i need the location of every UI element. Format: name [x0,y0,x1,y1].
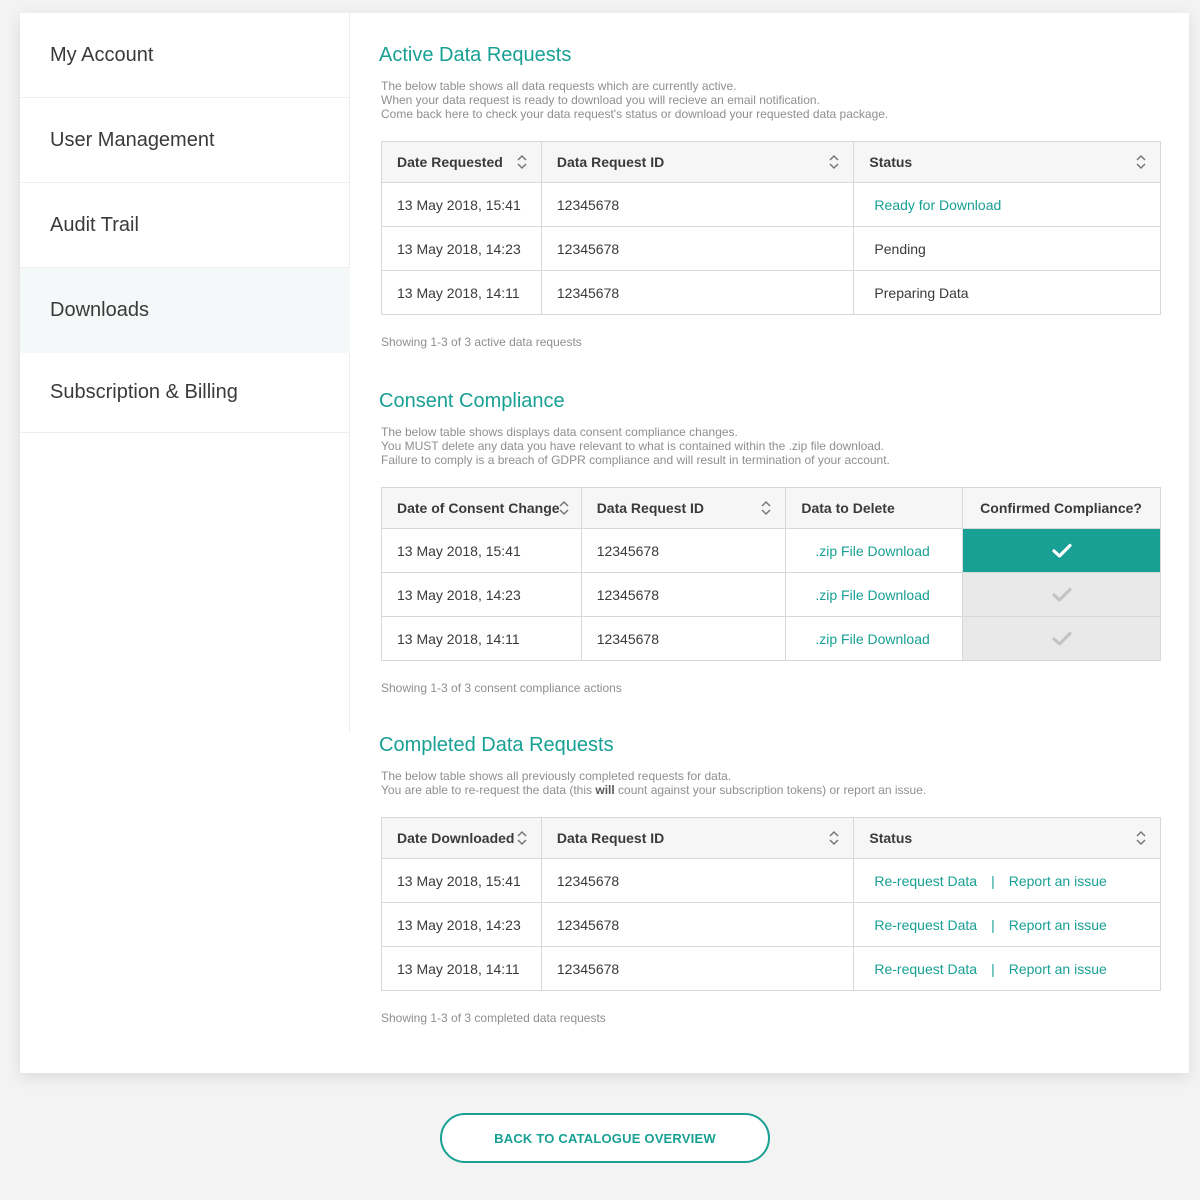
download-cell [786,573,963,617]
zip-download-link[interactable]: .zip File Download [815,586,930,603]
column-header-label: Status [869,830,913,846]
description-line: The below table shows all previously completed requests for data. [381,769,732,783]
description-text: You are able to re-request the data (this [381,783,596,797]
sidebar-item-label: Audit Trail [50,213,139,236]
check-icon [1052,631,1072,647]
column-header-data-request-id[interactable] [541,818,853,859]
sort-icon[interactable] [559,500,569,516]
column-header-label: Date of Consent Change [397,500,560,516]
ready-for-download-link[interactable]: Ready for Download [874,196,1002,213]
description-line: Come back here to check your data request's status or download your requested data package. [381,107,889,121]
description-emphasis: will [595,783,615,797]
sidebar-item-user-management[interactable] [20,98,350,183]
link-separator: | [991,872,995,889]
request-id-cell: 12345678 [541,947,853,991]
sidebar-item-label: Downloads [50,299,149,321]
description-text: count against your subscription tokens) or report an issue. [614,783,927,797]
status-cell [854,183,1161,227]
table-row [382,903,1161,947]
consent-title: Consent Compliance [379,390,565,412]
description-line: You MUST delete any data you have relevant to what is contained within the .zip file download. [381,439,884,453]
description-line: The below table shows displays data consent compliance changes. [381,425,738,439]
sidebar [20,13,350,733]
zip-download-link[interactable]: .zip File Download [815,542,930,559]
downloads-card [20,13,1189,1073]
request-id-cell: 12345678 [541,859,853,903]
date-cell: 13 May 2018, 14:11 [382,947,542,991]
status-cell [854,947,1161,991]
re-request-data-link[interactable]: Re-request Data [874,960,978,977]
re-request-data-link[interactable]: Re-request Data [874,872,978,889]
description-line: When your data request is ready to download you will recieve an email notification. [381,93,820,107]
table-header-row [382,818,1161,859]
column-header-status[interactable] [854,818,1161,859]
table-row [382,529,1161,573]
table-row [382,947,1161,991]
description-line: The below table shows all data requests which are currently active. [381,79,737,93]
check-icon [1052,587,1072,603]
sort-icon[interactable] [517,154,527,170]
date-cell: 13 May 2018, 14:11 [382,271,542,315]
consent-description [381,425,890,467]
request-id-cell: 12345678 [541,227,854,271]
description-line [381,783,926,797]
completed-requests-title: Completed Data Requests [379,734,614,756]
link-separator: | [991,960,995,977]
sort-icon[interactable] [1136,830,1146,846]
sidebar-item-label: My Account [50,43,154,66]
column-header-date-requested[interactable] [382,142,542,183]
column-header-data-to-delete: Data to Delete [786,488,963,529]
consent-table [381,487,1161,661]
date-cell: 13 May 2018, 14:23 [382,903,542,947]
column-header-date-downloaded[interactable] [382,818,542,859]
sidebar-item-audit-trail[interactable] [20,183,350,268]
table-row [382,271,1161,315]
link-separator: | [991,916,995,933]
re-request-data-link[interactable]: Re-request Data [874,916,978,933]
date-cell: 13 May 2018, 15:41 [382,529,582,573]
compliance-toggle-unconfirmed[interactable] [963,617,1161,661]
report-issue-link[interactable]: Report an issue [1008,872,1107,889]
column-header-label: Date Downloaded [397,830,515,846]
column-header-label: Data Request ID [556,154,665,170]
sort-icon[interactable] [761,500,771,516]
table-row [382,573,1161,617]
column-header-status[interactable] [854,142,1161,183]
completed-requests-description [381,769,926,797]
date-cell: 13 May 2018, 14:23 [382,573,582,617]
column-header-label: Date Requested [397,154,503,170]
table-header-row [382,142,1161,183]
status-cell [854,859,1161,903]
active-requests-description [381,79,888,121]
completed-requests-table [381,817,1161,991]
compliance-toggle-unconfirmed[interactable] [963,573,1161,617]
consent-footnote: Showing 1-3 of 3 consent compliance actions [381,681,622,695]
back-to-catalogue-button[interactable] [440,1113,770,1163]
date-cell: 13 May 2018, 14:11 [382,617,582,661]
status-cell: Pending [854,227,1161,271]
sort-icon[interactable] [517,830,527,846]
table-row [382,183,1161,227]
download-cell [786,529,963,573]
sort-icon[interactable] [1136,154,1146,170]
request-id-cell: 12345678 [541,183,854,227]
column-header-confirmed-compliance: Confirmed Compliance? [963,488,1161,529]
request-id-cell: 12345678 [581,573,786,617]
active-requests-title: Active Data Requests [379,44,572,66]
table-header-row [382,488,1161,529]
sidebar-item-downloads[interactable] [20,268,350,353]
table-row [382,617,1161,661]
check-icon [1052,543,1072,559]
sidebar-item-my-account[interactable] [20,13,350,98]
request-id-cell: 12345678 [581,617,786,661]
completed-requests-footnote: Showing 1-3 of 3 completed data requests [381,1011,606,1025]
sidebar-item-label: User Management [50,128,215,151]
date-cell: 13 May 2018, 15:41 [382,183,542,227]
sidebar-item-subscription-billing[interactable] [20,353,350,433]
request-id-cell: 12345678 [581,529,786,573]
active-requests-footnote: Showing 1-3 of 3 active data requests [381,335,582,349]
zip-download-link[interactable]: .zip File Download [815,630,930,647]
compliance-toggle-confirmed[interactable] [963,529,1161,573]
back-to-catalogue-label: BACK TO CATALOGUE OVERVIEW [494,1130,716,1146]
column-header-date-of-consent-change[interactable] [382,488,582,529]
sort-icon[interactable] [829,830,839,846]
table-row [382,227,1161,271]
report-issue-link[interactable]: Report an issue [1008,916,1107,933]
request-id-cell: 12345678 [541,271,854,315]
sidebar-item-label: Subscription & Billing [50,381,238,403]
date-cell: 13 May 2018, 15:41 [382,859,542,903]
active-requests-table [381,141,1161,315]
status-cell: Preparing Data [854,271,1161,315]
description-line: Failure to comply is a breach of GDPR compliance and will result in termination of your account. [381,453,890,467]
sort-icon[interactable] [829,154,839,170]
column-header-label: Data Request ID [556,830,665,846]
column-header-data-request-id[interactable] [581,488,786,529]
download-cell [786,617,963,661]
column-header-label: Status [869,154,913,170]
table-row [382,859,1161,903]
date-cell: 13 May 2018, 14:23 [382,227,542,271]
report-issue-link[interactable]: Report an issue [1008,960,1107,977]
status-cell [854,903,1161,947]
request-id-cell: 12345678 [541,903,853,947]
column-header-data-request-id[interactable] [541,142,854,183]
column-header-label: Data Request ID [596,500,705,516]
